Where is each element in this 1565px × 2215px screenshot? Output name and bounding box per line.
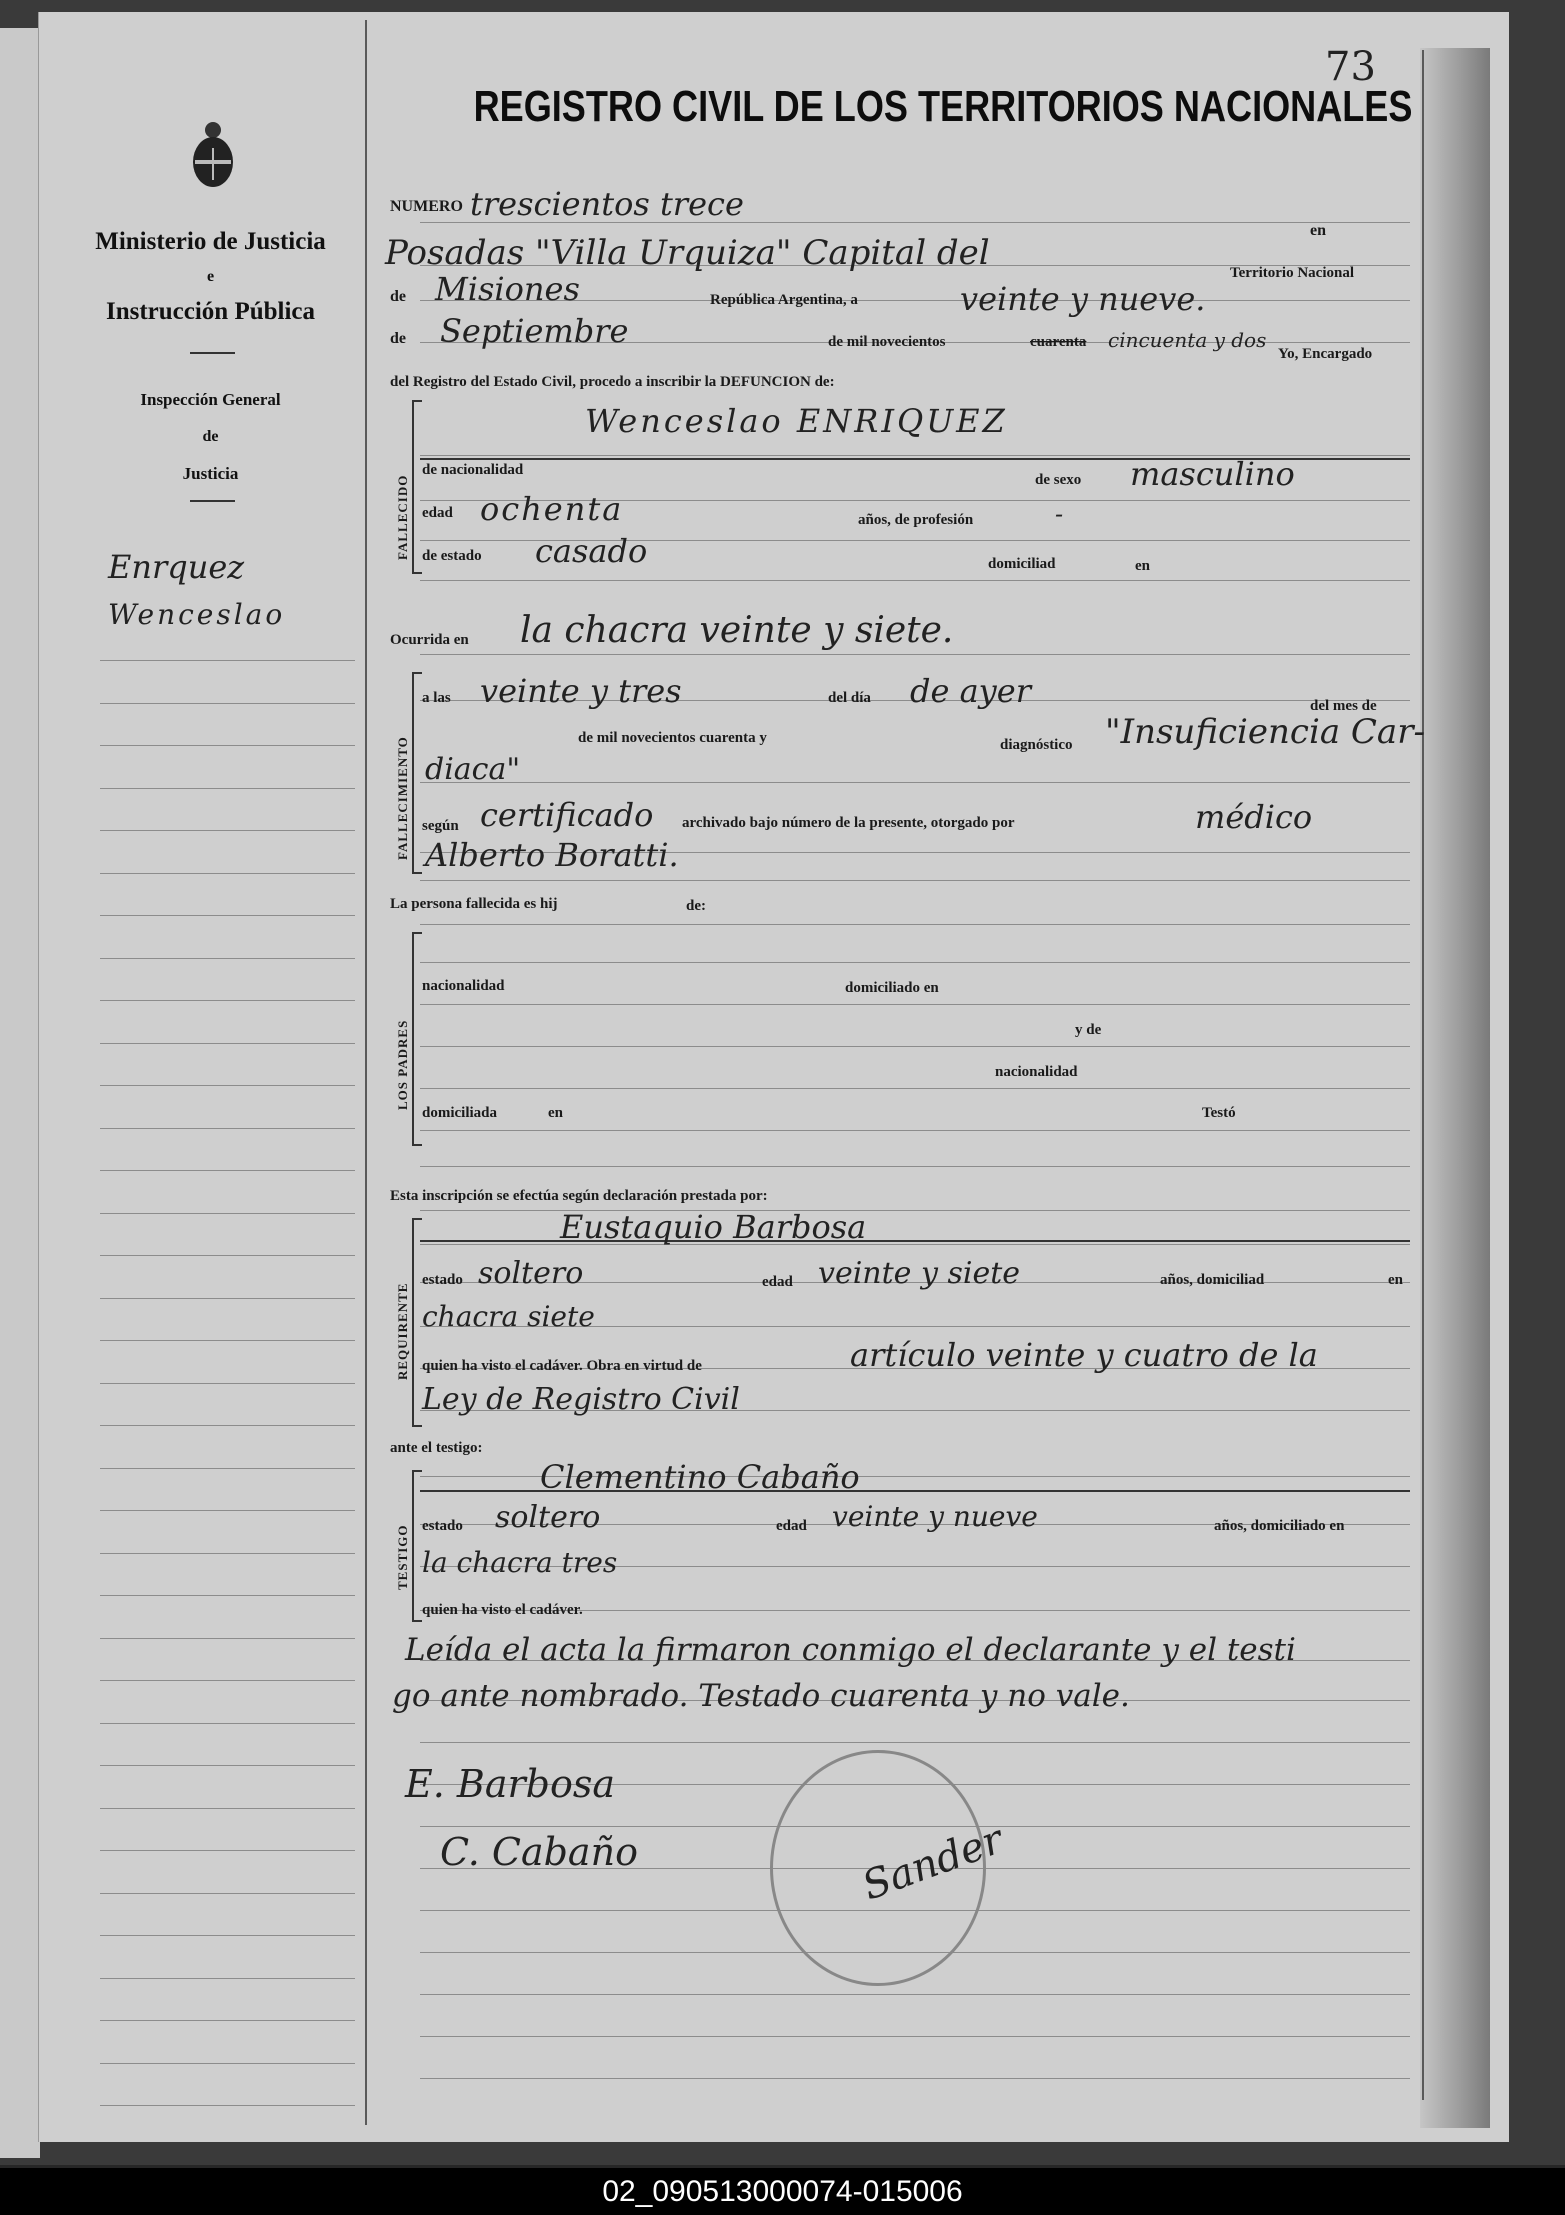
value-ocurrida: la chacra veinte y siete. (520, 610, 954, 651)
label-edad: edad (422, 505, 453, 521)
margin-rule (100, 745, 355, 746)
label-a-las: a las (422, 690, 451, 706)
margin-rule (100, 1510, 355, 1511)
label-nacionalidad-1: nacionalidad (422, 978, 505, 994)
form-rule (420, 580, 1410, 581)
previous-page-edge (0, 28, 40, 2158)
value-testigo: Clementino Cabaño (540, 1458, 860, 1496)
label-de-estado: de estado (422, 548, 482, 564)
label-en: en (1310, 222, 1326, 239)
label-de-sexo: de sexo (1035, 472, 1082, 488)
label-ante-testigo: ante el testigo: (390, 1440, 483, 1456)
label-en-padres: en (548, 1105, 563, 1121)
form-rule (420, 962, 1410, 963)
testigo-bracket (412, 1470, 422, 1622)
form-rule (420, 2036, 1410, 2037)
margin-rule (100, 1255, 355, 1256)
margin-rule (100, 2020, 355, 2021)
label-domiciliad-1: domiciliad (988, 556, 1056, 572)
label-registro: del Registro del Estado Civil, procedo a inscribir la DEFUNCION de: (390, 374, 835, 390)
label-yo-encargado: Yo, Encargado (1278, 346, 1373, 362)
value-medico-2: Alberto Boratti. (425, 836, 679, 874)
label-de-nacionalidad: de nacionalidad (422, 462, 524, 478)
margin-rule (100, 1085, 355, 1086)
label-persona-hij: La persona fallecida es hij (390, 896, 558, 912)
label-edad-test: edad (776, 1518, 807, 1534)
image-caption: 02_090513000074-015006 (0, 2168, 1565, 2215)
margin-name: Wenceslao (108, 598, 286, 631)
form-rule (420, 1004, 1410, 1005)
margin-rule (100, 1893, 355, 1894)
value-lugar: Posadas "Villa Urquiza" Capital del (385, 233, 990, 273)
label-en-1: en (1135, 558, 1150, 574)
label-quien-visto: quien ha visto el cadáver. (422, 1602, 583, 1618)
margin-rule (100, 1808, 355, 1809)
ministry-line1: Ministerio de Justicia (95, 228, 326, 255)
value-segun: certificado (480, 796, 654, 834)
value-dia: veinte y nueve. (960, 280, 1206, 318)
margin-rule (100, 1850, 355, 1851)
inspection-line1: Inspección General (140, 390, 281, 409)
label-republica: República Argentina, a (710, 292, 858, 308)
value-articulo-1: artículo veinte y cuatro de la (850, 1336, 1318, 1374)
label-anios-domiciliado-en: años, domiciliado en (1214, 1518, 1345, 1534)
coat-of-arms-icon (190, 118, 236, 190)
label-del-dia: del día (828, 690, 871, 706)
value-fallecido: Wenceslao ENRIQUEZ (585, 402, 1008, 440)
value-req-domicilio: chacra siete (422, 1300, 595, 1333)
section-fallecimiento: FALLECIMIENTO (395, 736, 410, 860)
margin-rule (100, 1723, 355, 1724)
value-articulo-2: Ley de Registro Civil (422, 1382, 740, 1417)
label-de-mil-cuarenta: de mil novecientos cuarenta y (578, 730, 767, 746)
label-archivado: archivado bajo número de la presente, otorgado por (682, 815, 1015, 831)
label-numero: NUMERO (390, 198, 463, 215)
label-territorio: Territorio Nacional (1230, 265, 1355, 281)
requirente-bracket (412, 1218, 422, 1427)
margin-rule (100, 1128, 355, 1129)
label-de-colon: de: (686, 898, 706, 914)
label-estado-test: estado (422, 1518, 463, 1534)
signature-declarante: E. Barbosa (405, 1762, 616, 1806)
value-cierre-1: Leída el acta la firmaron conmigo el declarante y el testi (405, 1632, 1296, 1668)
value-numero: trescientos trece (470, 185, 744, 223)
value-sexo: masculino (1130, 455, 1295, 493)
margin-rule (100, 1425, 355, 1426)
margin-rule (100, 1383, 355, 1384)
margin-surname: Enrquez (108, 548, 245, 586)
page-number: 73 (1325, 44, 1376, 90)
label-y-de: y de (1075, 1022, 1102, 1038)
margin-rule (100, 1340, 355, 1341)
margin-column (58, 30, 363, 2130)
label-segun: según (422, 818, 459, 834)
label-estado-req: estado (422, 1272, 463, 1288)
value-hora: veinte y tres (480, 672, 682, 710)
value-mes: Septiembre (440, 312, 629, 350)
margin-rule (100, 1638, 355, 1639)
margin-rule (100, 1000, 355, 1001)
right-border-line (1422, 50, 1424, 2100)
form-rule (420, 924, 1410, 925)
form-rule (420, 1742, 1410, 1743)
fallecido-bracket (412, 400, 422, 574)
margin-rule (100, 2063, 355, 2064)
inspection-divider (190, 500, 235, 502)
form-rule (420, 782, 1410, 783)
label-nacionalidad-2: nacionalidad (995, 1064, 1078, 1080)
value-test-estado: soltero (495, 1500, 601, 1535)
label-diagnostico: diagnóstico (1000, 737, 1073, 753)
form-rule (420, 1088, 1410, 1089)
margin-rule (100, 830, 355, 831)
label-cuarenta-struck: cuarenta (1030, 334, 1087, 350)
value-req-edad: veinte y siete (818, 1256, 1021, 1291)
label-anios-domiciliad: años, domiciliad (1160, 1272, 1265, 1288)
section-requirente: REQUIRENTE (395, 1282, 410, 1380)
form-rule (420, 880, 1410, 881)
label-domiciliada: domiciliada (422, 1105, 498, 1121)
margin-rule (100, 1978, 355, 1979)
label-ocurrida-en: Ocurrida en (390, 632, 469, 648)
value-medico-1: médico (1195, 798, 1313, 836)
form-rule (420, 654, 1410, 655)
margin-rule (100, 1298, 355, 1299)
value-diagnostico-2: diaca" (425, 752, 521, 787)
form-rule (420, 1166, 1410, 1167)
signature-testigo: C. Cabaño (440, 1830, 638, 1874)
fallecimiento-bracket (412, 672, 422, 874)
value-req-estado: soltero (478, 1256, 584, 1291)
signature-encargado: Sander (856, 1816, 1009, 1910)
value-cierre-2: go ante nombrado. Testado cuarenta y no vale. (392, 1678, 1130, 1714)
value-profesion: - (1055, 500, 1064, 528)
value-test-edad: veinte y nueve (832, 1500, 1038, 1533)
value-test-domicilio: la chacra tres (422, 1546, 618, 1579)
register-title: REGISTRO CIVIL DE LOS TERRITORIOS NACIONALES (473, 82, 1413, 131)
label-del-mes-de: del mes de (1310, 698, 1377, 714)
margin-rule (100, 1468, 355, 1469)
label-quien-visto-obra: quien ha visto el cadáver. Obra en virtud de (422, 1358, 702, 1374)
margin-rule (100, 958, 355, 959)
label-inscripcion: Esta inscripción se efectúa según declaración prestada por: (390, 1188, 768, 1204)
margin-rule (100, 1680, 355, 1681)
form-rule (420, 1130, 1410, 1131)
inspection-line2: de (202, 428, 219, 445)
margin-rule (100, 915, 355, 916)
margin-rule (100, 1553, 355, 1554)
margin-rule (100, 1170, 355, 1171)
value-territorio: Misiones (435, 270, 580, 308)
label-testo: Testó (1202, 1105, 1236, 1121)
ministry-line3: Instrucción Pública (105, 298, 316, 325)
margin-rule (100, 1765, 355, 1766)
margin-rule (100, 1043, 355, 1044)
section-testigo: TESTIGO (395, 1524, 410, 1590)
margin-rule (100, 1935, 355, 1936)
margin-rule (100, 660, 355, 661)
margin-rule (100, 1213, 355, 1214)
label-de-mil: de mil novecientos (828, 334, 946, 350)
form-rule (420, 1994, 1410, 1995)
ministry-divider (190, 352, 235, 354)
margin-divider (365, 20, 367, 2125)
value-declarante: Eustaquio Barbosa (560, 1208, 867, 1246)
padres-bracket (412, 932, 422, 1146)
ministry-line2: e (206, 268, 215, 285)
label-de-2: de (390, 330, 406, 347)
label-en-req: en (1388, 1272, 1403, 1288)
label-de-1: de (390, 288, 406, 305)
section-fallecido: FALLECIDO (395, 474, 410, 560)
margin-rule (100, 1595, 355, 1596)
section-los-padres: LOS PADRES (395, 1019, 410, 1110)
inspection-line3: Justicia (182, 464, 239, 483)
value-dia-fall: de ayer (910, 672, 1031, 710)
label-domiciliado-en: domiciliado en (845, 980, 939, 996)
margin-rule (100, 2105, 355, 2106)
value-estado: casado (535, 532, 648, 570)
margin-rule (100, 788, 355, 789)
label-anios-profesion: años, de profesión (858, 512, 974, 528)
label-edad-req: edad (762, 1274, 793, 1290)
margin-rule (100, 703, 355, 704)
margin-rule (100, 873, 355, 874)
form-rule (420, 1046, 1410, 1047)
value-edad: ochenta (480, 490, 624, 528)
page-edge-shadow (1420, 48, 1490, 2128)
form-rule (420, 2078, 1410, 2079)
value-diagnostico-1: "Insuficiencia Car- (1105, 712, 1425, 752)
value-anio: cincuenta y dos (1108, 328, 1267, 352)
